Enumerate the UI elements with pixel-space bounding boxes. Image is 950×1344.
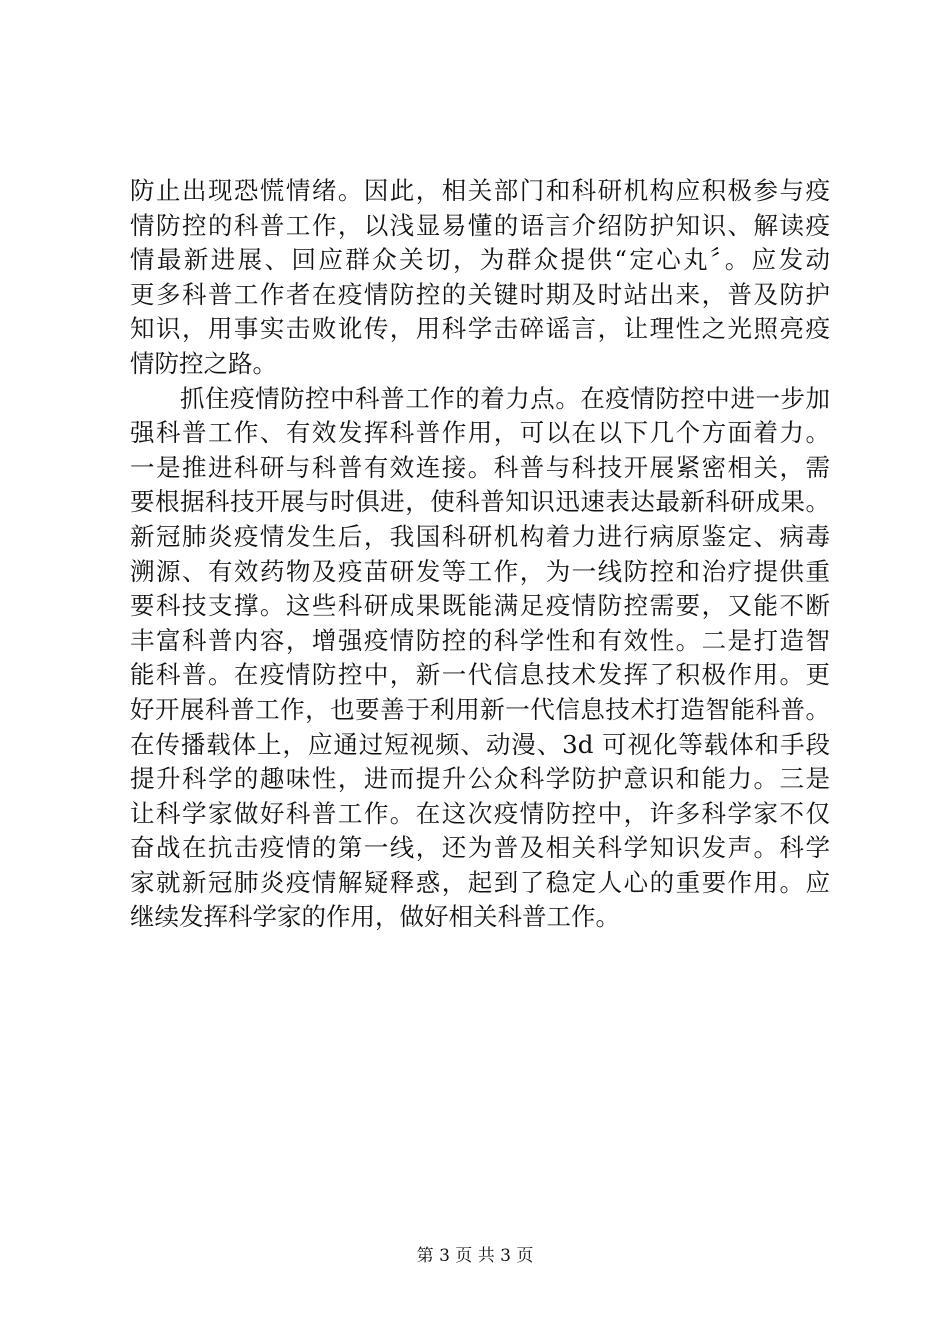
page-number-footer: 第 3 页 共 3 页 <box>416 1246 534 1266</box>
text-line: 情防控之路。 <box>130 348 277 378</box>
text-line: 强科普工作、有效发挥科普作用，可以在以下几个方面着力。 <box>130 418 830 448</box>
text-line: 要科技支撑。这些科研成果既能满足疫情防控需要，又能不断 <box>130 591 830 621</box>
text-line: 在传播载体上，应通过短视频、动漫、3d 可视化等载体和手段 <box>130 729 830 759</box>
text-line: 要根据科技开展与时俱进，使科普知识迅速表达最新科研成果。 <box>130 487 830 517</box>
document-body <box>130 174 830 935</box>
text-line: 溯源、有效药物及疫苗研发等工作，为一线防控和治疗提供重 <box>130 556 830 586</box>
paragraph-1 <box>130 174 830 382</box>
text-line: 提升科学的趣味性，进而提升公众科学防护意识和能力。三是 <box>130 764 830 794</box>
text-line: 抓住疫情防控中科普工作的着力点。在疫情防控中进一步加 <box>130 383 830 413</box>
text-line: 丰富科普内容，增强疫情防控的科学性和有效性。二是打造智 <box>130 625 830 655</box>
text-line: 知识，用事实击败讹传，用科学击碎谣言，让理性之光照亮疫 <box>130 314 830 344</box>
text-line: 情最新进展、回应群众关切，为群众提供“定心丸〞。应发动 <box>130 245 830 275</box>
text-line: 奋战在抗击疫情的第一线，还为普及相关科学知识发声。科学 <box>130 833 830 863</box>
text-line: 能科普。在疫情防控中，新一代信息技术发挥了积极作用。更 <box>130 660 830 690</box>
text-line: 更多科普工作者在疫情防控的关键时期及时站出来，普及防护 <box>130 279 830 309</box>
text-line: 家就新冠肺炎疫情解疑释惑，起到了稳定人心的重要作用。应 <box>130 867 830 897</box>
text-line: 新冠肺炎疫情发生后，我国科研机构着力进行病原鉴定、病毒 <box>130 521 830 551</box>
paragraph-2 <box>130 382 830 936</box>
text-line: 继续发挥科学家的作用，做好相关科普工作。 <box>130 902 620 932</box>
text-line: 好开展科普工作，也要善于利用新一代信息技术打造智能科普。 <box>130 694 830 724</box>
text-line: 一是推进科研与科普有效连接。科普与科技开展紧密相关，需 <box>130 452 830 482</box>
text-line: 让科学家做好科普工作。在这次疫情防控中，许多科学家不仅 <box>130 798 830 828</box>
text-line: 情防控的科普工作，以浅显易懂的语言介绍防护知识、解读疫 <box>130 210 830 240</box>
text-line: 防止出现恐慌情绪。因此，相关部门和科研机构应积极参与疫 <box>130 176 830 205</box>
